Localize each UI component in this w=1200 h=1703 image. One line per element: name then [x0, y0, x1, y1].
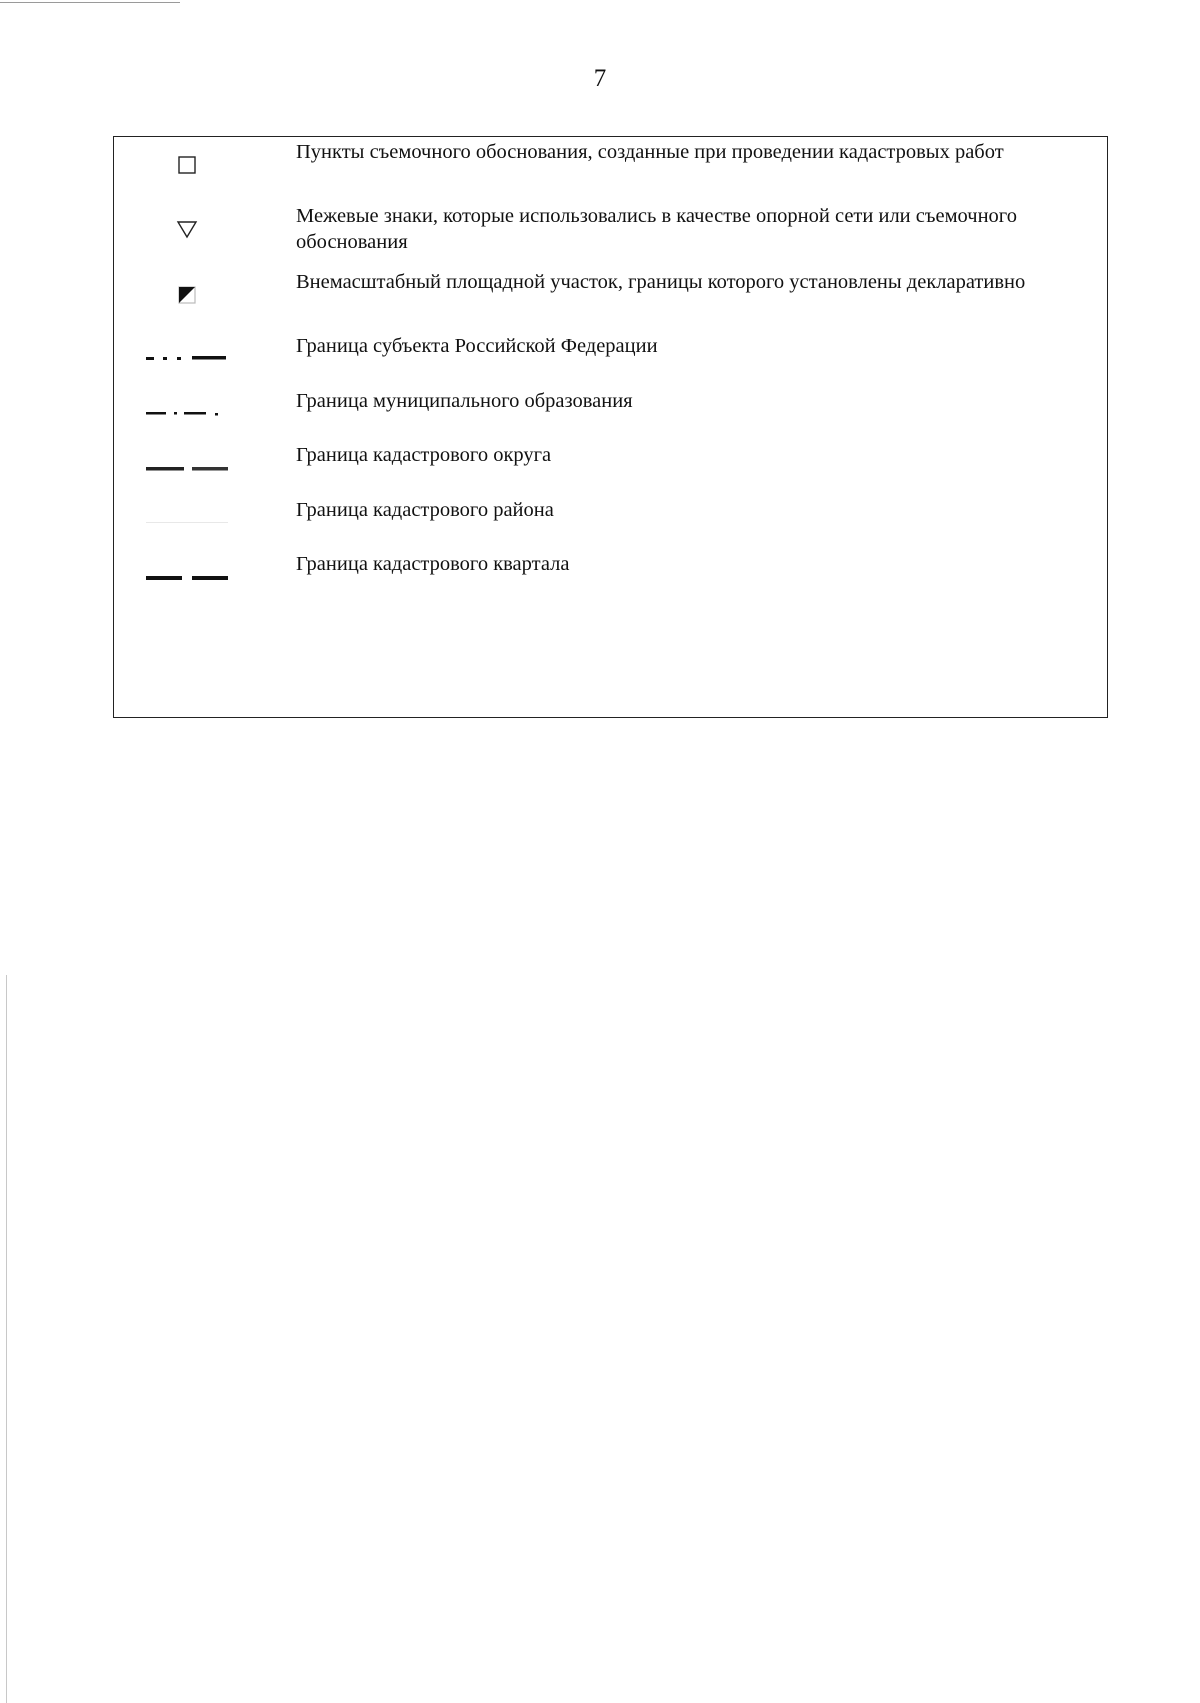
boundary-mark-triangle-icon: [114, 203, 259, 255]
municipal-boundary-line-symbol: [114, 388, 259, 434]
scan-artifact-top-line: [0, 2, 180, 3]
federal-subject-boundary-line-symbol: [114, 333, 259, 379]
legend-text-offscale-plot: Внемасштабный площадной участок, границы которого установлены декларативно: [296, 271, 1026, 293]
cadastral-region-boundary-faint-line-symbol: [114, 497, 259, 543]
legend-text-cadastral-block-boundary: Граница кадастрового квартала: [296, 553, 570, 575]
legend-text-municipal-boundary: Граница муниципального образования: [296, 390, 633, 412]
legend-text-cadastral-district-boundary: Граница кадастрового округа: [296, 444, 552, 466]
legend-text-federal-subject-boundary: Граница субъекта Российской Федерации: [296, 335, 658, 357]
cadastral-district-boundary-line-symbol: [114, 442, 259, 488]
legend-box: [113, 136, 1108, 718]
survey-point-square-icon: [114, 139, 259, 191]
legend-text-cadastral-region-boundary: Граница кадастрового района: [296, 499, 554, 521]
offscale-plot-half-filled-square-icon: [114, 269, 259, 321]
legend-text-boundary-marks: Межевые знаки, которые использовались в качестве опорной сети или съемочного обоснования: [296, 205, 1017, 253]
page-number: 7: [593, 65, 607, 92]
cadastral-block-boundary-line-symbol: [114, 551, 259, 597]
legend-text-survey-points: Пункты съемочного обоснования, созданные при проведении кадастровых работ: [296, 141, 1004, 163]
scan-artifact-left-edge: [6, 975, 7, 1703]
